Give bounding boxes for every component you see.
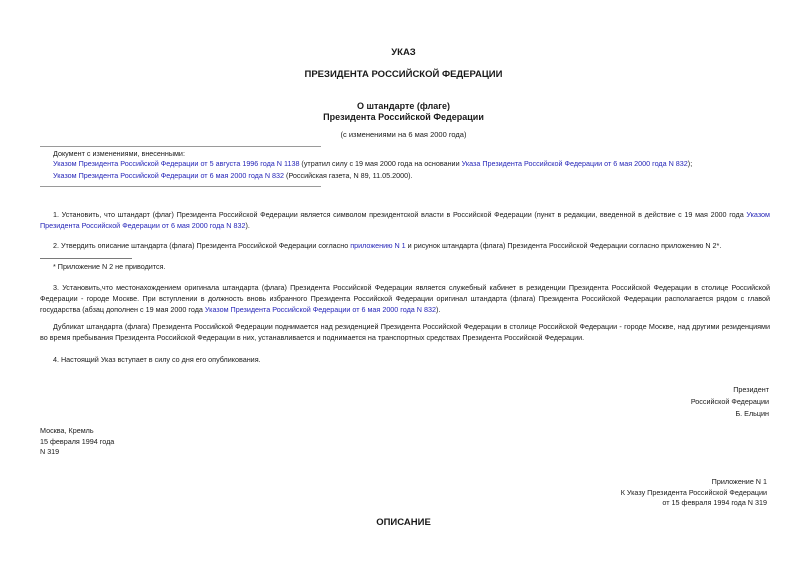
amendment-note: (с изменениями на 6 мая 2000 года) [340,130,467,139]
place-date-block [40,426,114,458]
changes-bottom-divider [40,186,321,187]
paragraph-2 [40,240,770,251]
appendix-line-3: от 15 февраля 1994 года N 319 [662,498,767,507]
description-heading: ОПИСАНИЕ [376,517,431,528]
paragraph-5-text: 4. Настоящий Указ вступает в силу со дня его опубликования. [53,355,261,364]
decree-832-link-2[interactable]: Указом Президента Российской Федерации от 6 мая 2000 года N 832 [53,171,285,180]
paragraph-5 [40,354,770,365]
paragraph-3-text: 3. Установить,что местонахождением оригинала штандарта (флага) Президента Российской Федерации является служебный кабинет в резиденции Президента Российской Федерации в столице Российской Федерации - городе Москве. При вступлении в должность вновь избранного Президента Российской Федерации оригинал штандарта (флага) Президента Российской Федерации располагается рядом с главой государства (абзац дополнен с 19 мая 2000 года [40,283,770,315]
paragraph-3-end: ). [435,305,441,315]
signature-line-1: Президент [733,385,769,394]
changes-line-1-end: ); [687,159,693,168]
appendix-line-1: Приложение N 1 [711,477,767,486]
paragraph-1-text: 1. Установить, что штандарт (флаг) Президента Российской Федерации является символом президентской власти в Российской Федерации (пункт в редакции, введенной в действие с 19 мая 2000 года [53,210,747,219]
appendix-1-link[interactable]: приложению N 1 [350,241,406,250]
paragraph-2-end: и рисунок штандарта (флага) Президента Российской Федерации согласно приложению N 2*. [405,241,722,250]
changes-intro: Документ с изменениями, внесенными: [53,149,185,158]
decree-832-link[interactable]: Указа Президента Российской Федерации от 6 мая 2000 года N 832 [461,159,688,168]
appendix-header [621,477,767,509]
number-line: N 319 [40,447,60,456]
signature-line-3: Б. Ельцин [735,409,769,418]
paragraph-4-text: Дубликат штандарта (флага) Президента Российской Федерации поднимается над резиденцией Президента Российской Федерации в столице Российской Федерации - городе Москве, над другими резиденциями во время пребывания Президента Российской Федерации в них, устанавливается и поднимается на транспортных средствах Президента Российской Федерации. [40,322,770,343]
footnote: * Приложение N 2 не приводится. [53,262,166,271]
paragraph-1-link[interactable]: Указом Президента Российской Федерации от 6 мая 2000 года N 832 [40,210,770,231]
paragraph-2-text: 2. Утвердить описание штандарта (флага) Президента Российской Федерации согласно [53,241,351,250]
appendix-line-2: К Указу Президента Российской Федерации [620,487,767,497]
paragraph-4 [40,321,770,343]
document-heading-line2: Президента Российской Федерации [323,112,484,122]
footnote-divider [40,258,132,259]
decree-1138-link[interactable]: Указом Президента Российской Федерации от 5 августа 1996 года N 1138 [53,159,300,168]
date-line: 15 февраля 1994 года [40,436,115,446]
document-heading-line1: О штандарте (флаге) [357,101,450,111]
signature-block [691,384,769,420]
paragraph-1 [40,209,770,231]
changes-top-divider [40,146,321,147]
paragraph-3-link[interactable]: Указом Президента Российской Федерации от 6 мая 2000 года N 832 [204,305,436,315]
paragraph-3 [40,282,770,316]
signature-line-2: Российской Федерации [690,397,769,406]
changes-line-1-text: (утратил силу с 19 мая 2000 года на основании [299,159,462,168]
paragraph-1-end: ). [245,221,250,231]
document-title: УКАЗ [391,47,416,58]
place-line: Москва, Кремль [40,426,94,435]
changes-line-1 [53,159,692,170]
changes-line-2 [53,171,413,182]
changes-line-2-text: (Российская газета, N 89, 11.05.2000). [284,171,413,180]
document-subtitle: ПРЕЗИДЕНТА РОССИЙСКОЙ ФЕДЕРАЦИИ [304,69,503,80]
